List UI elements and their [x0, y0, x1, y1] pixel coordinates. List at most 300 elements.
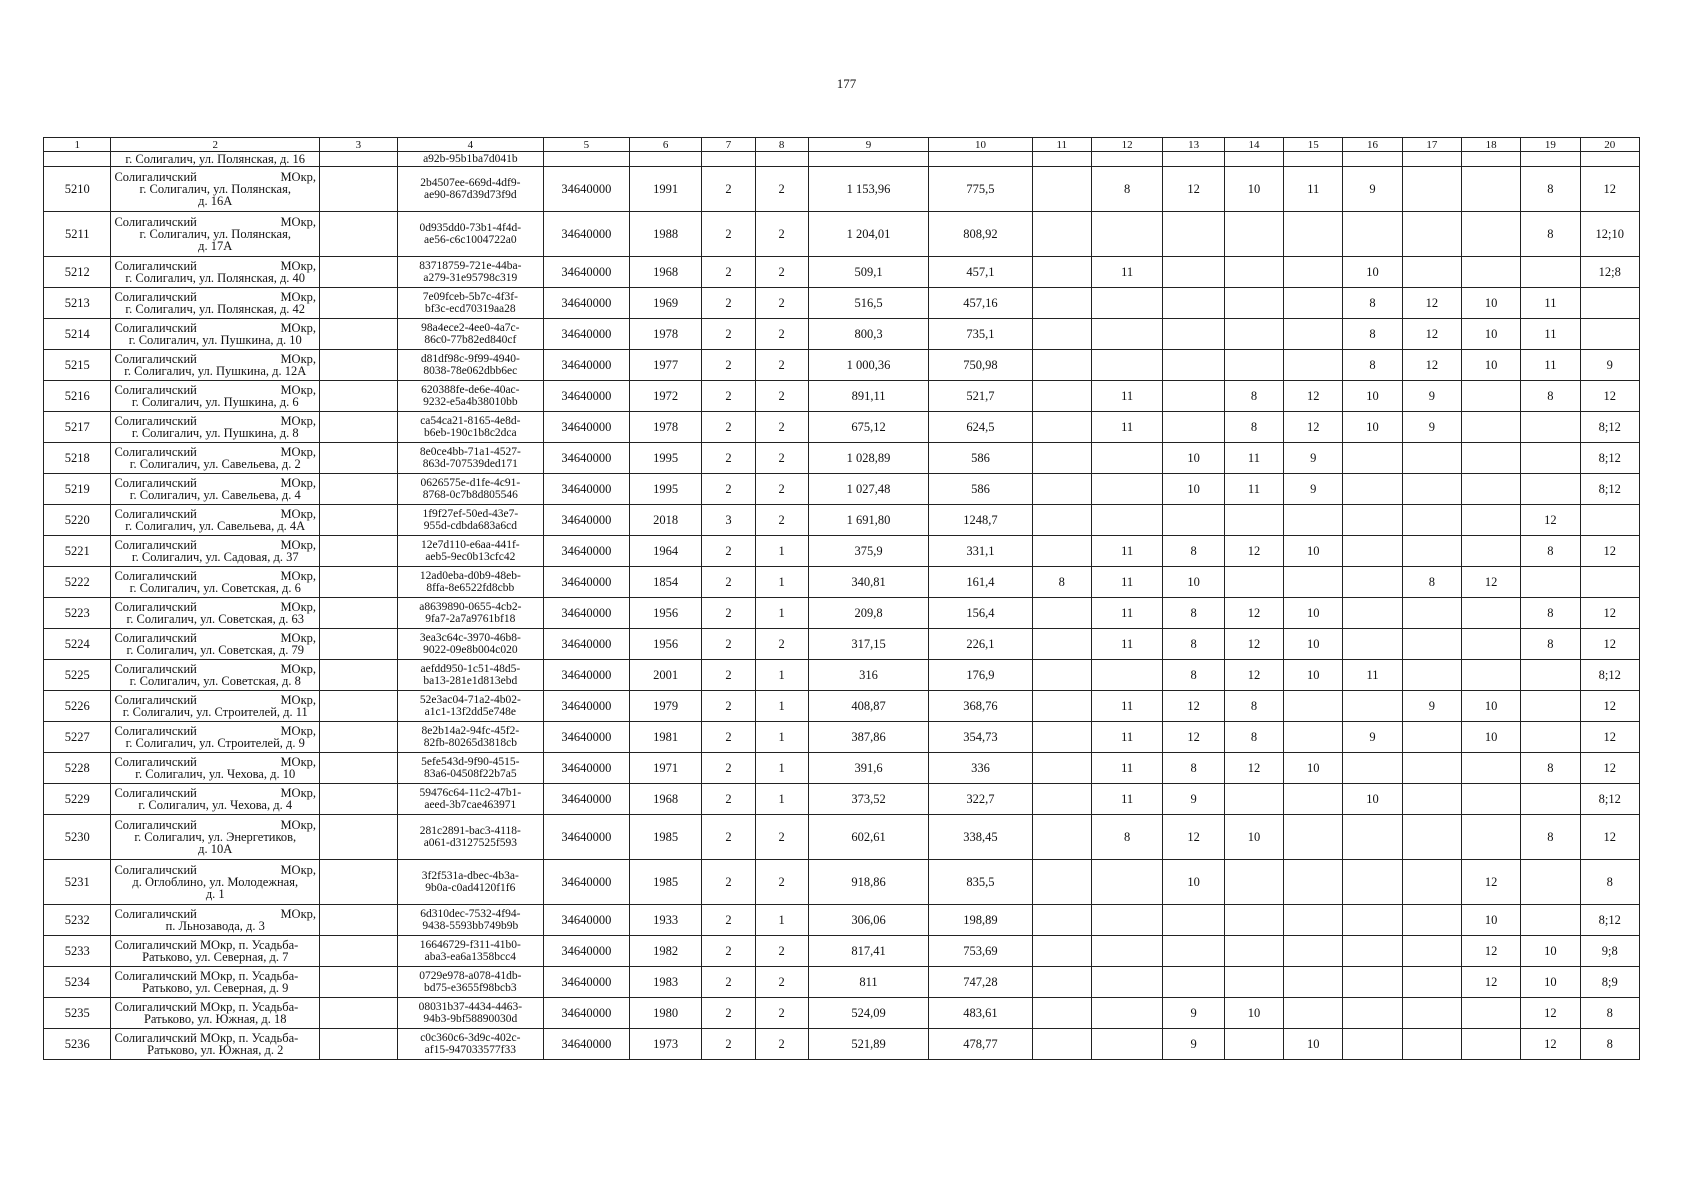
col11-cell: [1032, 815, 1091, 860]
col16-cell: [1343, 815, 1402, 860]
total-area-cell: 891,11: [808, 381, 929, 412]
col19-cell: 8: [1521, 815, 1580, 860]
col19-cell: 8: [1521, 167, 1580, 212]
total-area-cell: 340,81: [808, 567, 929, 598]
col11-cell: [1032, 212, 1091, 257]
oktmo-cell: 34640000: [543, 753, 629, 784]
oktmo-cell: 34640000: [543, 412, 629, 443]
col8-cell: 2: [755, 629, 808, 660]
year-cell: 1977: [629, 350, 702, 381]
total-area-cell: 918,86: [808, 860, 929, 905]
header-cell: 16: [1343, 138, 1402, 152]
municipality-type: МОкр,: [280, 693, 317, 707]
col8-cell: 1: [755, 753, 808, 784]
oktmo-cell: 34640000: [543, 1029, 629, 1060]
col12-cell: [1091, 319, 1163, 350]
district-name: Солигаличский: [114, 215, 197, 229]
oktmo-cell: 34640000: [543, 660, 629, 691]
living-area-cell: 747,28: [929, 967, 1032, 998]
col13-cell: [1163, 967, 1224, 998]
col12-cell: [1091, 967, 1163, 998]
col18-cell: 10: [1461, 905, 1520, 936]
col14-cell: [1224, 1029, 1283, 1060]
object-code-line-2: 82fb-80265d3818cb: [423, 737, 517, 749]
object-code-line-1: 12ad0eba-d0b9-48eb-: [419, 570, 521, 582]
col7-cell: 2: [702, 860, 755, 905]
object-code-line-2: bd75-e3655f98bcb3: [424, 982, 517, 994]
address-cell: [111, 1029, 320, 1060]
col15-cell: [1284, 967, 1343, 998]
oktmo-cell: 34640000: [543, 722, 629, 753]
living-area-cell: 483,61: [929, 998, 1032, 1029]
col19-cell: [1521, 412, 1580, 443]
table-row: [44, 412, 1640, 443]
address-line-3: д. 1: [205, 887, 225, 901]
year-cell: 1979: [629, 691, 702, 722]
col17-cell: 9: [1402, 412, 1461, 443]
col16-cell: 10: [1343, 784, 1402, 815]
object-code-cell: a92b-95b1ba7d041b: [397, 152, 543, 167]
total-area-cell: 387,86: [808, 722, 929, 753]
col11-cell: [1032, 167, 1091, 212]
col7-cell: 2: [702, 319, 755, 350]
col19-cell: 12: [1521, 1029, 1580, 1060]
oktmo-cell: 34640000: [543, 598, 629, 629]
object-code-line-1: 7e09fceb-5b7c-4f3f-: [422, 291, 518, 303]
living-area-cell: 322,7: [929, 784, 1032, 815]
living-area-cell: 338,45: [929, 815, 1032, 860]
col11-cell: [1032, 505, 1091, 536]
col13-cell: [1163, 288, 1224, 319]
col16-cell: 11: [1343, 660, 1402, 691]
col20-cell: [1580, 288, 1639, 319]
object-code-line-1: 52e3ac04-71a2-4b02-: [419, 694, 521, 706]
col14-cell: 12: [1224, 629, 1283, 660]
table-row: [44, 567, 1640, 598]
object-code-cell: [397, 598, 543, 629]
oktmo-cell: 34640000: [543, 536, 629, 567]
col15-cell: [1284, 936, 1343, 967]
col20-cell: [1580, 505, 1639, 536]
address-line-2: г. Солигалич, ул. Советская, д. 63: [126, 612, 304, 626]
col20-cell: 8;9: [1580, 967, 1639, 998]
col18-cell: [1461, 660, 1520, 691]
col8-cell: 2: [755, 212, 808, 257]
col19-cell: [1521, 784, 1580, 815]
col14-cell: [1224, 967, 1283, 998]
col17-cell: [1402, 598, 1461, 629]
col16-cell: [1343, 998, 1402, 1029]
district-name: Солигаличский МОкр, п. Усадьба-: [114, 1031, 299, 1045]
total-area-cell: 209,8: [808, 598, 929, 629]
col3-cell: [320, 691, 398, 722]
col18-cell: [1461, 753, 1520, 784]
col20-cell: 8;12: [1580, 443, 1639, 474]
col8-cell: 2: [755, 167, 808, 212]
year-cell: 1956: [629, 629, 702, 660]
col3-cell: [320, 567, 398, 598]
col18-cell: [1461, 381, 1520, 412]
row-id-cell: 5220: [44, 505, 111, 536]
col7-cell: 2: [702, 722, 755, 753]
district-name: Солигаличский: [114, 693, 197, 707]
year-cell: 1985: [629, 860, 702, 905]
col19-cell: 11: [1521, 319, 1580, 350]
table-row: [44, 505, 1640, 536]
col17-cell: [1402, 660, 1461, 691]
col15-cell: 10: [1284, 753, 1343, 784]
col20-cell: 12: [1580, 629, 1639, 660]
object-code-line-2: 9022-09e8b004c020: [423, 644, 518, 656]
col19-cell: [1521, 860, 1580, 905]
living-area-cell: 1248,7: [929, 505, 1032, 536]
row-id-cell: 5228: [44, 753, 111, 784]
total-area-cell: 521,89: [808, 1029, 929, 1060]
municipality-type: МОкр,: [280, 215, 317, 229]
object-code-cell: [397, 257, 543, 288]
row-id-cell: 5229: [44, 784, 111, 815]
year-cell: 2018: [629, 505, 702, 536]
row-id-cell: 5234: [44, 967, 111, 998]
header-cell: 15: [1284, 138, 1343, 152]
object-code-line-1: 0d935dd0-73b1-4f4d-: [419, 222, 522, 234]
municipality-type: МОкр,: [280, 662, 317, 676]
object-code-line-1: a8639890-0655-4cb2-: [419, 601, 522, 613]
living-area-cell: 331,1: [929, 536, 1032, 567]
year-cell: 1971: [629, 753, 702, 784]
row-id-cell: 5223: [44, 598, 111, 629]
col18-cell: [1461, 257, 1520, 288]
object-code-cell: [397, 412, 543, 443]
col19-cell: 8: [1521, 598, 1580, 629]
col13-cell: 12: [1163, 722, 1224, 753]
object-code-line-1: 16646729-f311-41b0-: [419, 939, 521, 951]
table-row: [44, 722, 1640, 753]
district-name: Солигаличский: [114, 321, 197, 335]
col20-cell: [1580, 319, 1639, 350]
oktmo-cell: 34640000: [543, 860, 629, 905]
col12-cell: 11: [1091, 567, 1163, 598]
col11-cell: [1032, 722, 1091, 753]
total-area-cell: 800,3: [808, 319, 929, 350]
district-name: Солигаличский: [114, 170, 197, 184]
address-line-2: г. Солигалич, ул. Полянская,: [139, 227, 291, 241]
header-cell: 3: [320, 138, 398, 152]
header-cell: 4: [397, 138, 543, 152]
housing-register-table: [43, 137, 1640, 1060]
total-area-cell: 306,06: [808, 905, 929, 936]
object-code-line-1: 59476c64-11c2-47b1-: [419, 787, 522, 799]
col16-cell: [1343, 443, 1402, 474]
col19-cell: 10: [1521, 967, 1580, 998]
col16-cell: 9: [1343, 722, 1402, 753]
col19-cell: 8: [1521, 629, 1580, 660]
address-cell: г. Солигалич, ул. Полянская, д. 16: [111, 152, 320, 167]
header-cell: 2: [111, 138, 320, 152]
col11-cell: [1032, 381, 1091, 412]
row-id-cell: 5216: [44, 381, 111, 412]
year-cell: 1969: [629, 288, 702, 319]
col16-cell: [1343, 860, 1402, 905]
col13-cell: [1163, 381, 1224, 412]
col19-cell: 8: [1521, 753, 1580, 784]
col12-cell: 11: [1091, 598, 1163, 629]
object-code-line-2: ae90-867d39d73f9d: [424, 189, 517, 201]
col3-cell: [320, 474, 398, 505]
total-area-cell: 811: [808, 967, 929, 998]
living-area-cell: 586: [929, 474, 1032, 505]
col16-cell: 8: [1343, 288, 1402, 319]
oktmo-cell: 34640000: [543, 212, 629, 257]
district-name: Солигаличский: [114, 600, 197, 614]
address-cell: [111, 257, 320, 288]
table-row: [44, 167, 1640, 212]
col14-cell: 10: [1224, 167, 1283, 212]
col3-cell: [320, 212, 398, 257]
living-area-cell: 457,16: [929, 288, 1032, 319]
district-name: Солигаличский МОкр, п. Усадьба-: [114, 938, 299, 952]
col17-cell: [1402, 753, 1461, 784]
district-name: Солигаличский: [114, 818, 197, 832]
object-code-line-1: 2b4507ee-669d-4df9-: [420, 177, 521, 189]
table-row: [44, 319, 1640, 350]
header-cell: 7: [702, 138, 755, 152]
col8-cell: 2: [755, 257, 808, 288]
object-code-cell: [397, 443, 543, 474]
district-name: Солигаличский: [114, 863, 197, 877]
municipality-type: МОкр,: [280, 569, 317, 583]
district-name: Солигаличский: [114, 259, 197, 273]
object-code-line-1: 12e7d110-e6aa-441f-: [421, 539, 520, 551]
col14-cell: [1224, 350, 1283, 381]
municipality-type: МОкр,: [280, 724, 317, 738]
col7-cell: 2: [702, 474, 755, 505]
col16-cell: [1343, 536, 1402, 567]
col14-cell: [1224, 784, 1283, 815]
object-code-cell: [397, 212, 543, 257]
col3-cell: [320, 381, 398, 412]
col17-cell: 9: [1402, 691, 1461, 722]
municipality-type: МОкр,: [280, 907, 317, 921]
col20-cell: 12: [1580, 167, 1639, 212]
total-area-cell: 1 153,96: [808, 167, 929, 212]
col14-cell: 12: [1224, 598, 1283, 629]
col17-cell: [1402, 905, 1461, 936]
col11-cell: [1032, 536, 1091, 567]
object-code-line-2: a1c1-13f2dd5e748e: [424, 706, 516, 718]
year-cell: 1981: [629, 722, 702, 753]
address-line-2: г. Солигалич, ул. Строителей, д. 9: [125, 736, 305, 750]
living-area-cell: 156,4: [929, 598, 1032, 629]
col3-cell: [320, 536, 398, 567]
col15-cell: [1284, 691, 1343, 722]
col17-cell: [1402, 212, 1461, 257]
col19-cell: [1521, 474, 1580, 505]
district-name: Солигаличский: [114, 476, 197, 490]
oktmo-cell: 34640000: [543, 319, 629, 350]
col18-cell: 12: [1461, 967, 1520, 998]
header-cell: 13: [1163, 138, 1224, 152]
address-line-2: г. Солигалич, ул. Савельева, д. 4А: [125, 519, 306, 533]
col12-cell: [1091, 350, 1163, 381]
municipality-type: МОкр,: [280, 538, 317, 552]
district-name: Солигаличский МОкр, п. Усадьба-: [114, 1000, 299, 1014]
col19-cell: 12: [1521, 505, 1580, 536]
col20-cell: 12: [1580, 753, 1639, 784]
address-line-2: г. Солигалич, ул. Энергетиков,: [134, 830, 297, 844]
col20-cell: 12: [1580, 722, 1639, 753]
col12-cell: [1091, 443, 1163, 474]
col13-cell: 8: [1163, 536, 1224, 567]
col7-cell: 2: [702, 905, 755, 936]
year-cell: 1988: [629, 212, 702, 257]
district-name: Солигаличский МОкр, п. Усадьба-: [114, 969, 299, 983]
col17-cell: [1402, 860, 1461, 905]
table-row: [44, 905, 1640, 936]
total-area-cell: 602,61: [808, 815, 929, 860]
oktmo-cell: 34640000: [543, 967, 629, 998]
col13-cell: 10: [1163, 860, 1224, 905]
col13-cell: [1163, 257, 1224, 288]
col17-cell: 12: [1402, 319, 1461, 350]
col13-cell: [1163, 319, 1224, 350]
col3-cell: [320, 412, 398, 443]
object-code-line-1: d81df98c-9f99-4940-: [420, 353, 520, 365]
col3-cell: [320, 319, 398, 350]
col12-cell: [1091, 474, 1163, 505]
total-area-cell: 317,15: [808, 629, 929, 660]
col7-cell: 2: [702, 753, 755, 784]
address-cell: [111, 998, 320, 1029]
table-row: [44, 691, 1640, 722]
header-cell: 6: [629, 138, 702, 152]
municipality-type: МОкр,: [280, 786, 317, 800]
municipality-type: МОкр,: [280, 755, 317, 769]
address-line-2: г. Солигалич, ул. Пушкина, д. 6: [131, 395, 299, 409]
living-area-cell: 624,5: [929, 412, 1032, 443]
object-code-cell: [397, 691, 543, 722]
col8-cell: 2: [755, 474, 808, 505]
address-cell: [111, 598, 320, 629]
col11-cell: [1032, 1029, 1091, 1060]
col8-cell: 2: [755, 412, 808, 443]
col18-cell: [1461, 629, 1520, 660]
table-row: [44, 443, 1640, 474]
col17-cell: [1402, 936, 1461, 967]
col13-cell: [1163, 905, 1224, 936]
col11-cell: [1032, 288, 1091, 319]
col14-cell: [1224, 936, 1283, 967]
col3-cell: [320, 753, 398, 784]
address-cell: [111, 319, 320, 350]
col14-cell: [1224, 905, 1283, 936]
col16-cell: 8: [1343, 350, 1402, 381]
col19-cell: 11: [1521, 350, 1580, 381]
col3-cell: [320, 660, 398, 691]
col8-cell: 1: [755, 536, 808, 567]
col18-cell: [1461, 815, 1520, 860]
address-cell: [111, 660, 320, 691]
total-area-cell: 1 204,01: [808, 212, 929, 257]
col3-cell: [320, 905, 398, 936]
total-area-cell: 516,5: [808, 288, 929, 319]
col3-cell: [320, 784, 398, 815]
col12-cell: 11: [1091, 257, 1163, 288]
municipality-type: МОкр,: [280, 352, 317, 366]
address-line-2: г. Солигалич, ул. Пушкина, д. 12А: [124, 364, 307, 378]
col11-cell: [1032, 257, 1091, 288]
total-area-cell: 391,6: [808, 753, 929, 784]
col16-cell: [1343, 905, 1402, 936]
col20-cell: 8: [1580, 1029, 1639, 1060]
col12-cell: 11: [1091, 753, 1163, 784]
object-code-cell: [397, 998, 543, 1029]
col8-cell: 2: [755, 860, 808, 905]
col12-cell: 8: [1091, 167, 1163, 212]
row-id-cell: 5226: [44, 691, 111, 722]
col17-cell: [1402, 815, 1461, 860]
total-area-cell: 1 691,80: [808, 505, 929, 536]
col16-cell: [1343, 967, 1402, 998]
col12-cell: [1091, 288, 1163, 319]
address-line-2: г. Солигалич, ул. Полянская, д. 40: [125, 271, 306, 285]
col14-cell: [1224, 319, 1283, 350]
address-line-2: г. Солигалич, ул. Савельева, д. 2: [129, 457, 301, 471]
municipality-type: МОкр,: [280, 863, 317, 877]
col14-cell: [1224, 257, 1283, 288]
header-cell: 1: [44, 138, 111, 152]
object-code-line-1: 620388fe-de6e-40ac-: [421, 384, 520, 396]
col14-cell: 10: [1224, 998, 1283, 1029]
col17-cell: [1402, 967, 1461, 998]
col7-cell: 2: [702, 350, 755, 381]
table-row: [44, 629, 1640, 660]
row-id-cell: 5221: [44, 536, 111, 567]
col13-cell: 8: [1163, 660, 1224, 691]
row-id-cell: 5219: [44, 474, 111, 505]
object-code-line-1: 5efe543d-9f90-4515-: [421, 756, 520, 768]
municipality-type: МОкр,: [280, 476, 317, 490]
col13-cell: 12: [1163, 815, 1224, 860]
col11-cell: [1032, 936, 1091, 967]
table-row: [44, 474, 1640, 505]
col19-cell: 8: [1521, 212, 1580, 257]
address-cell: [111, 381, 320, 412]
table-row: [44, 967, 1640, 998]
municipality-type: МОкр,: [280, 600, 317, 614]
col3-cell: [320, 998, 398, 1029]
address-cell: [111, 350, 320, 381]
col17-cell: 8: [1402, 567, 1461, 598]
col8-cell: 2: [755, 967, 808, 998]
col16-cell: [1343, 629, 1402, 660]
col7-cell: 3: [702, 505, 755, 536]
year-cell: 1933: [629, 905, 702, 936]
col7-cell: 2: [702, 784, 755, 815]
object-code-cell: [397, 567, 543, 598]
address-cell: [111, 722, 320, 753]
col15-cell: [1284, 860, 1343, 905]
object-code-line-2: 8768-0c7b8d805546: [422, 489, 518, 501]
object-code-line-1: 8e2b14a2-94fc-45f2-: [421, 725, 520, 737]
col20-cell: 12: [1580, 598, 1639, 629]
col11-cell: [1032, 629, 1091, 660]
municipality-type: МОкр,: [280, 507, 317, 521]
col16-cell: [1343, 505, 1402, 536]
col18-cell: [1461, 474, 1520, 505]
col14-cell: 10: [1224, 815, 1283, 860]
year-cell: 1982: [629, 936, 702, 967]
